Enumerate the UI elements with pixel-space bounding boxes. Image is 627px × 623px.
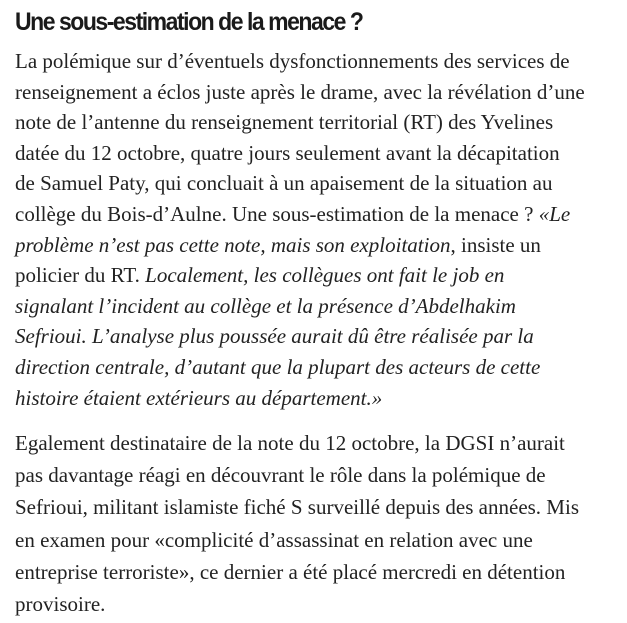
quote-text: problème n’est pas cette note, mais son exploitation xyxy=(15,232,451,257)
text-line xyxy=(15,230,585,261)
text-line xyxy=(15,260,585,291)
text-line xyxy=(15,168,585,199)
body-text: renseignement a éclos juste après le drame, avec la révélation d’une xyxy=(15,79,585,104)
text-line xyxy=(15,199,585,230)
quote-text: Localement, les collègues ont fait le job en xyxy=(145,263,505,288)
text-line xyxy=(15,107,585,138)
text-line xyxy=(15,321,585,352)
text-line xyxy=(15,352,585,383)
body-text: La polémique sur d’éventuels dysfonctionnements des services de xyxy=(15,49,570,73)
body-text: collège du Bois-d’Aulne. Une sous-estimation de la menace ? xyxy=(15,201,539,226)
text-line: entreprise terroriste», ce dernier a été placé mercredi en détention xyxy=(15,559,566,584)
section-heading: Une sous-estimation de la menace ? xyxy=(15,8,363,36)
body-text: de Samuel Paty, qui concluait à un apaisement de la situation au xyxy=(15,171,553,196)
article-paragraph-1 xyxy=(15,46,585,413)
text-line: pas davantage réagi en découvrant le rôle dans la polémique de xyxy=(15,463,546,488)
text-line: en examen pour «complicité d’assassinat en relation avec une xyxy=(15,527,533,552)
body-text: datée du 12 octobre, quatre jours seulement avant la décapitation xyxy=(15,140,560,165)
text-line xyxy=(15,46,585,77)
quote-text: direction centrale, d’autant que la plupart des acteurs de cette xyxy=(15,354,541,379)
body-text: policier du RT. xyxy=(15,263,146,288)
text-line: Sefrioui, militant islamiste fiché S surveillé depuis des années. Mis xyxy=(15,495,579,520)
text-line xyxy=(15,383,585,414)
text-line: provisoire. xyxy=(15,591,106,616)
quote-text: histoire étaient extérieurs au département.» xyxy=(15,385,383,410)
quote-text: «Le xyxy=(538,201,571,226)
text-line xyxy=(15,138,585,169)
body-text: note de l’antenne du renseignement territorial (RT) des Yvelines xyxy=(15,110,554,135)
quote-text: Sefrioui. L’analyse plus poussée aurait dû être réalisée par la xyxy=(15,324,534,349)
article-paragraph-2 xyxy=(15,427,579,620)
text-line: Egalement destinataire de la note du 12 octobre, la DGSI n’aurait xyxy=(15,431,565,455)
body-text: , insiste un xyxy=(450,232,541,257)
text-line xyxy=(15,291,585,322)
quote-text: signalant l’incident au collège et la présence d’Abdelhakim xyxy=(15,293,516,318)
text-line xyxy=(15,77,585,108)
